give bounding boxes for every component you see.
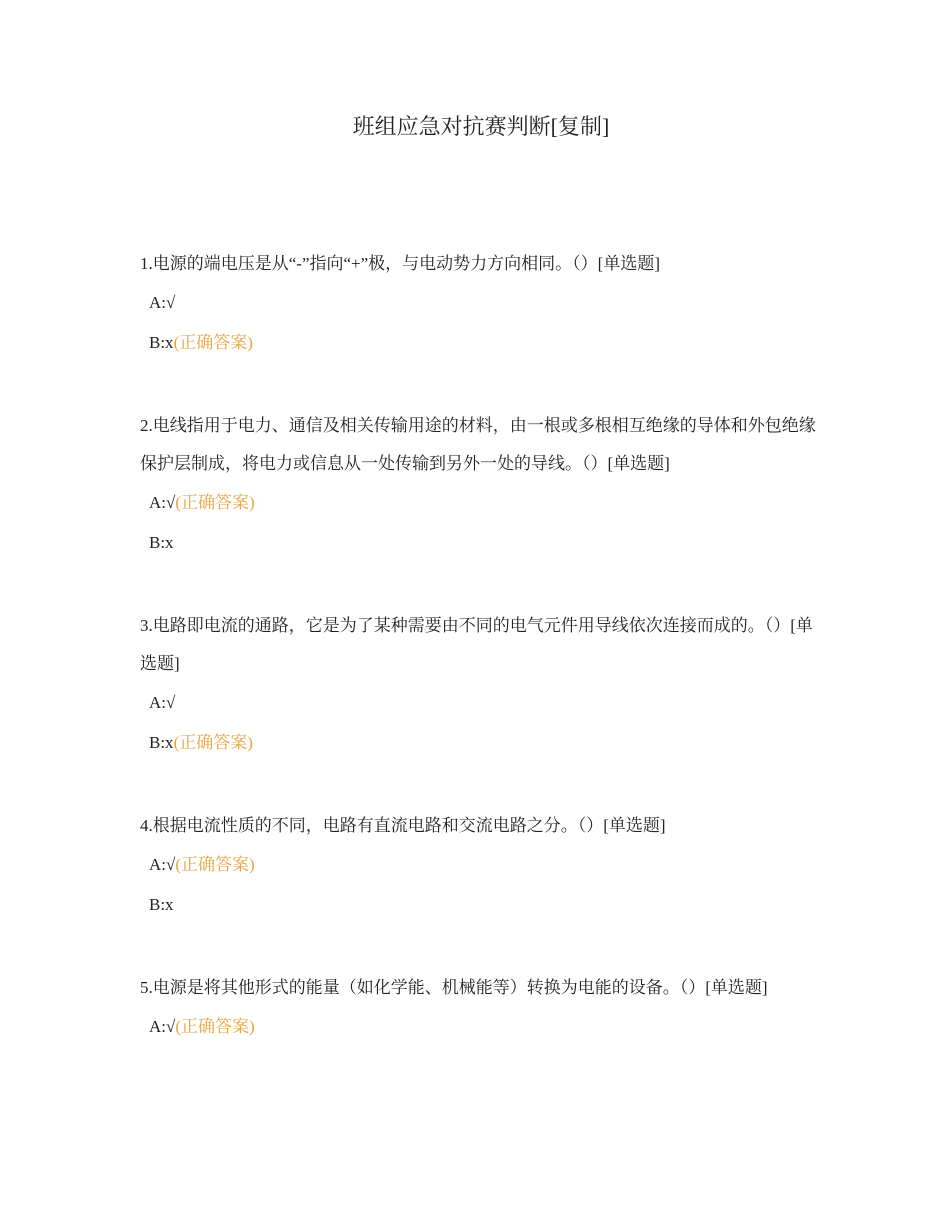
option-label: A:√	[149, 855, 176, 874]
option-a	[140, 283, 820, 323]
option-label: A:√	[149, 293, 176, 312]
option-label: A:√	[149, 493, 176, 512]
option-b	[140, 523, 820, 563]
question-5	[140, 969, 820, 1047]
question-2	[140, 407, 820, 563]
correct-answer-mark: (正确答案)	[175, 855, 255, 874]
question-text: 3.电路即电流的通路，它是为了某种需要由不同的电气元件用导线依次连接而成的。（）[单选题]	[140, 616, 813, 673]
question-1	[140, 245, 820, 363]
option-label: A:√	[149, 693, 176, 712]
question-text: 1.电源的端电压是从“-”指向“+”极，与电动势力方向相同。（）[单选题]	[140, 254, 661, 273]
correct-answer-mark: (正确答案)	[175, 1017, 255, 1036]
option-b	[140, 723, 820, 763]
option-a	[140, 683, 820, 723]
option-a	[140, 845, 820, 885]
option-b	[140, 885, 820, 925]
question-text: 5.电源是将其他形式的能量（如化学能、机械能等）转换为电能的设备。（）[单选题]	[140, 978, 768, 997]
option-label: B:x	[149, 733, 174, 752]
correct-answer-mark: (正确答案)	[173, 733, 253, 752]
option-a	[140, 1007, 820, 1047]
question-text: 4.根据电流性质的不同，电路有直流电路和交流电路之分。（）[单选题]	[140, 816, 666, 835]
correct-answer-mark: (正确答案)	[175, 493, 255, 512]
question-3	[140, 607, 820, 763]
page-title: 班组应急对抗赛判断[复制]	[352, 114, 610, 139]
option-label: A:√	[149, 1017, 176, 1036]
option-label: B:x	[149, 533, 174, 552]
option-label: B:x	[149, 333, 174, 352]
option-a	[140, 483, 820, 523]
question-text: 2.电线指用于电力、通信及相关传输用途的材料，由一根或多根相互绝缘的导体和外包绝缘保护层制成，将电力或信息从一处传输到另外一处的导线。（）[单选题]	[140, 416, 816, 473]
option-b	[140, 323, 820, 363]
option-label: B:x	[149, 895, 174, 914]
question-4	[140, 807, 820, 925]
correct-answer-mark: (正确答案)	[173, 333, 253, 352]
